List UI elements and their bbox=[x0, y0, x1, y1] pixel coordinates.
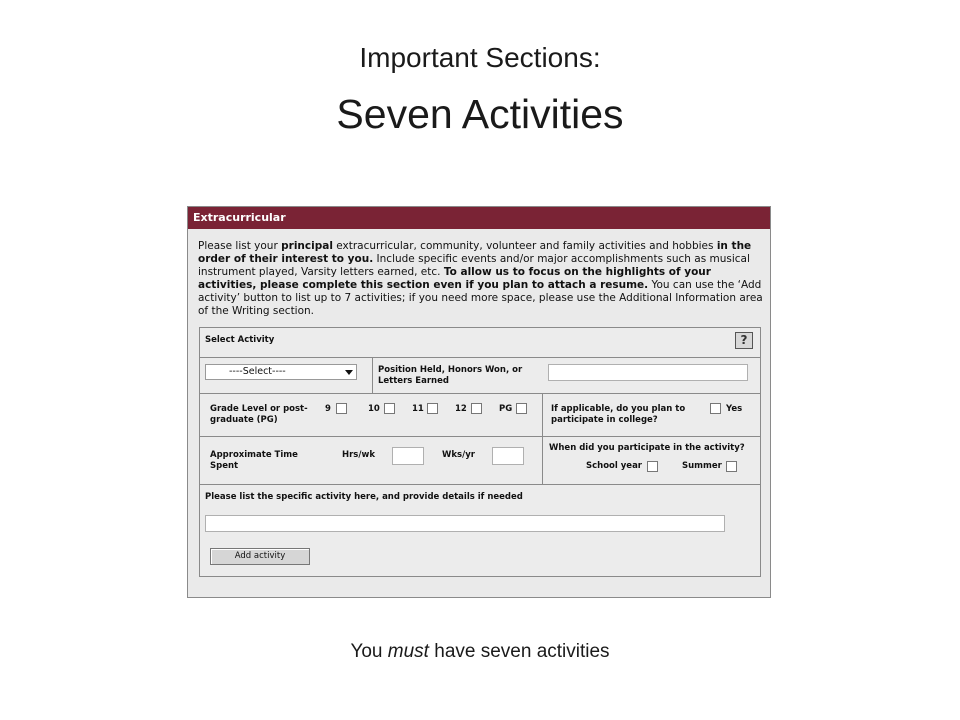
position-label: Position Held, Honors Won, or Letters Earned bbox=[378, 365, 523, 386]
form-header: Extracurricular bbox=[188, 207, 770, 229]
school-year-label: School year bbox=[586, 461, 642, 471]
activity-select-value: ----Select---- bbox=[229, 366, 286, 377]
summer-label: Summer bbox=[682, 461, 722, 471]
form-instructions: Please list your principal extracurricular, community, volunteer and family activities and hobbies in the order of their interest to you. Include specific events and/or major accomplishments such as musical instrument played, Varsity letters earned, etc. To allow us to focus on the highlights of your activities, please complete this section even if you plan to attach a resume. You can use the ‘Add activity’ button to list up to 7 activities; if you need more space, please use the Additional Information area of the Writing section. bbox=[198, 240, 763, 318]
activity-panel bbox=[199, 327, 761, 577]
grade-pg-checkbox[interactable] bbox=[516, 403, 527, 414]
chevron-down-icon bbox=[345, 370, 353, 375]
college-yes-checkbox[interactable] bbox=[710, 403, 721, 414]
divider bbox=[542, 437, 543, 484]
grade-10-label: 10 bbox=[368, 404, 380, 414]
slide-title-line2: Seven Activities bbox=[336, 91, 624, 137]
extracurricular-form bbox=[187, 206, 771, 598]
hrs-wk-input[interactable] bbox=[392, 447, 424, 465]
divider bbox=[542, 394, 543, 436]
grade-pg-label: PG bbox=[499, 404, 513, 414]
time-spent-label: Approximate Time Spent bbox=[210, 450, 298, 471]
select-activity-label: Select Activity bbox=[205, 335, 275, 345]
summer-checkbox[interactable] bbox=[726, 461, 737, 472]
grade-9-checkbox[interactable] bbox=[336, 403, 347, 414]
details-input[interactable] bbox=[205, 515, 725, 532]
slide-title-line1: Important Sections: bbox=[359, 42, 601, 73]
select-activity-row bbox=[200, 328, 760, 358]
grade-12-label: 12 bbox=[455, 404, 467, 414]
grade-11-label: 11 bbox=[412, 404, 424, 414]
footer-note: You must have seven activities bbox=[350, 641, 610, 662]
grade-level-label: Grade Level or post-graduate (PG) bbox=[210, 404, 308, 425]
when-participate-label: When did you participate in the activity? bbox=[549, 443, 745, 453]
hrs-wk-label: Hrs/wk bbox=[342, 450, 375, 460]
college-label: If applicable, do you plan to participate in college? bbox=[551, 404, 686, 425]
wks-yr-input[interactable] bbox=[492, 447, 524, 465]
time-row bbox=[200, 437, 760, 485]
grade-11-checkbox[interactable] bbox=[427, 403, 438, 414]
divider bbox=[372, 358, 373, 393]
position-input[interactable] bbox=[548, 364, 748, 381]
grade-level-row bbox=[200, 394, 760, 437]
wks-yr-label: Wks/yr bbox=[442, 450, 475, 460]
help-button[interactable]: ? bbox=[735, 332, 753, 349]
grade-9-label: 9 bbox=[325, 404, 331, 414]
activity-select[interactable] bbox=[205, 364, 357, 380]
school-year-checkbox[interactable] bbox=[647, 461, 658, 472]
add-activity-button[interactable]: Add activity bbox=[210, 548, 310, 565]
details-label: Please list the specific activity here, and provide details if needed bbox=[205, 492, 523, 502]
grade-10-checkbox[interactable] bbox=[384, 403, 395, 414]
grade-12-checkbox[interactable] bbox=[471, 403, 482, 414]
activity-select-row bbox=[200, 358, 760, 394]
college-yes-label: Yes bbox=[726, 404, 743, 414]
